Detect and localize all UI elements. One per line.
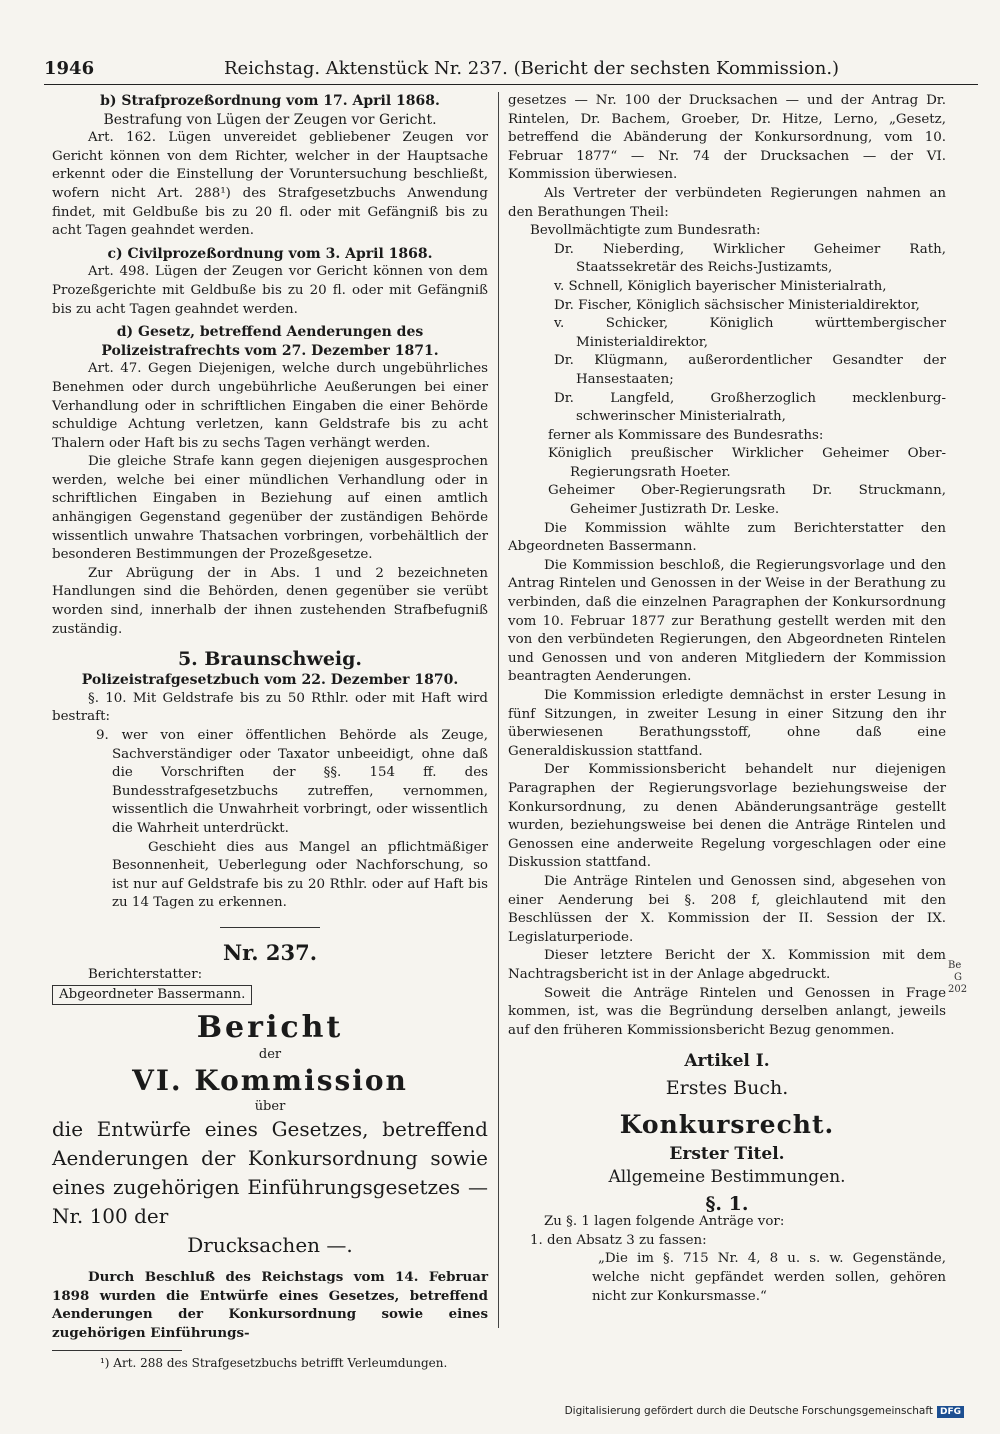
section-5-item: 9. wer von einer öffentlichen Behörde als Zeuge, Sachverständiger oder Taxator unbeeidigt, ohne daß die Vorschriften der §§. 154 ff. des Bundesstrafgesetzbuchs zutreffen, vernommen, wissentlich die Unwahrheit vorbringt, oder wissentlich die Wahrheit unterdrückt. <box>96 728 488 836</box>
digitization-credit <box>565 1405 964 1418</box>
section-5-item-continued: Geschieht dies aus Mangel an pflichtmäßiger Besonnenheit, Ueberlegung oder Nachforschung, so ist nur auf Geldstrafe bis zu 20 Rthlr. oder auf Haft bis zu 14 Tagen zu erkennen. <box>112 839 488 911</box>
document-number: Nr. 237. <box>222 939 318 965</box>
commissioner-2: Geheimer Ober-Regierungsrath Dr. Struckmann, Geheimer Justizrath Dr. Leske. <box>548 483 946 518</box>
section-b-subheading: Bestrafung von Lügen der Zeugen vor Gericht. <box>103 111 437 128</box>
commissioner-1: Königlich preußischer Wirklicher Geheimer Ober-Regierungsrath Hoeter. <box>548 446 946 480</box>
reporter-name: Abgeordneter Bassermann. <box>52 985 252 1006</box>
report-title-der: der <box>258 1047 282 1063</box>
header-rule <box>44 84 978 85</box>
reporter-name-wrap <box>52 985 488 1006</box>
header-title: Reichstag. Aktenstück Nr. 237. (Bericht der sechsten Kommission.) <box>224 58 840 79</box>
right-paragraph-12: Zu §. 1 lagen folgende Anträge vor: <box>544 1214 785 1230</box>
delegate-6: Dr. Langfeld, Großherzoglich mecklenburg-schwerinscher Ministerialrath, <box>554 390 946 425</box>
section-5-subheading: Polizeistrafgesetzbuch vom 22. Dezember 1870. <box>81 672 459 689</box>
section-b-heading: b) Strafprozeßordnung vom 17. April 1868. <box>100 93 440 109</box>
right-paragraph-6: Die Kommission beschloß, die Regierungsvorlage und den Antrag Rintelen und Genossen in der Weise in der Berathung zu verbinden, daß die einzelnen Paragraphen der Konkursordnung vom 10. Februar 1877 zur Berathung gestellt werden mit den von den verbündeten Regierungen, den Abgeordneten Rintelen und Genossen und von anderen Mitgliedern der Kommission beantragten Aenderungen. <box>508 557 946 685</box>
report-title-body: die Entwürfe eines Gesetzes, betreffend Aenderungen der Konkursordnung sowie eines zugehörigen Einführungsgesetzes — Nr. 100 der <box>52 1117 488 1229</box>
right-paragraph-1: gesetzes — Nr. 100 der Drucksachen — und der Antrag Dr. Rintelen, Dr. Bachem, Groeber, Dr. Hitze, Lerno, „Gesetz, betreffend die Abänderung der Konkursordnung, vom 10. Februar 1877“ — Nr. 74 der Drucksachen — der VI. Kommission überwiesen. <box>508 93 946 183</box>
allgemeine-heading: Allgemeine Bestimmungen. <box>608 1167 846 1188</box>
section-5-heading: 5. Braunschweig. <box>177 648 363 671</box>
footnote-rule <box>52 1350 182 1351</box>
right-paragraph-14: „Die im §. 715 Nr. 4, 8 u. s. w. Gegenstände, welche nicht gepfändet werden sollen, gehören nicht zur Konkursmasse.“ <box>592 1251 946 1304</box>
margin-note-1: Be <box>948 960 962 971</box>
section-b-paragraph: Art. 162. Lügen unvereidet gebliebener Zeugen vor Gericht können von dem Richter, welcher in der Hauptsache erkennt oder die Einstellung der Voruntersuchung beschließt, wofern nicht Art. 288¹) des Strafgesetzbuchs Anwendung findet, mit Geldbuße bis zu 20 fl. oder mit Gefängniß bis zu acht Tagen geahndet werden. <box>52 130 488 239</box>
page-number: 1946 <box>44 58 95 79</box>
margin-note-3: 202 <box>948 984 968 995</box>
right-paragraph-11: Soweit die Anträge Rintelen und Genossen in Frage kommen, ist, was die Begründung derselben anlangt, jeweils auf den früheren Kommissionsbericht Bezug genommen. <box>508 985 946 1038</box>
right-column <box>508 92 946 1306</box>
running-header <box>44 58 978 84</box>
delegates-heading: Bevollmächtigte zum Bundesrath: <box>530 223 761 239</box>
intro-paragraph: Durch Beschluß des Reichstags vom 14. Februar 1898 wurden die Entwürfe eines Gesetzes, betreffend Aenderungen der Konkursordnung sowie eines zugehörigen Einführungs- <box>52 1269 488 1341</box>
right-paragraph-2: Als Vertreter der verbündeten Regierungen nahmen an den Berathungen Theil: <box>508 185 946 220</box>
right-paragraph-7: Die Kommission erledigte demnächst in erster Lesung in fünf Sitzungen, in zweiter Lesung in einer Sitzung den ihr überwiesenen Berathungsstoff, ohne daß eine Generaldiskussion stattfand. <box>508 688 946 759</box>
section-5-paragraph: §. 10. Mit Geldstrafe bis zu 50 Rthlr. oder mit Haft wird bestraft: <box>52 690 488 725</box>
section-d-heading: d) Gesetz, betreffend Aenderungen des Polizeistrafrechts vom 27. Dezember 1871. <box>101 324 439 359</box>
commissioners-heading: ferner als Kommissare des Bundesraths: <box>548 427 824 443</box>
credit-text: Digitalisierung gefördert durch die Deutsche Forschungsgemeinschaft <box>564 1405 933 1417</box>
report-title-kommission: VI. Kommission <box>132 1064 408 1098</box>
right-paragraph-8: Der Kommissionsbericht behandelt nur diejenigen Paragraphen der Regierungsvorlage beziehungsweise der Konkursordnung, zu denen Abänderungsanträge gestellt wurden, beziehungsweise bei denen die Anträge Rintelen und Genossen eine anderweite Regelung vorgeschlagen oder eine Diskussion stattfand. <box>508 762 946 871</box>
delegate-2: v. Schnell, Königlich bayerischer Ministerialrath, <box>554 278 887 294</box>
left-column <box>52 92 488 1343</box>
right-paragraph-10: Dieser letztere Bericht der X. Kommission mit dem Nachtragsbericht ist in der Anlage abgedruckt. <box>508 948 946 982</box>
section-d-paragraph-1: Art. 47. Gegen Diejenigen, welche durch ungebührliches Benehmen oder durch ungebührliche Aeußerungen bei einer Verhandlung oder in schriftlichen Eingaben die einer Behörde schuldige Achtung verletzen, kann Geldstrafe bis zu acht Thalern oder Haft bis zu sechs Tagen verhängt werden. <box>52 361 488 451</box>
reporter-label: Berichterstatter: <box>88 966 203 982</box>
report-title-ueber: über <box>254 1099 286 1115</box>
footnote: ¹) Art. 288 des Strafgesetzbuchs betrifft Verleumdungen. <box>100 1356 448 1370</box>
paragraph-1-heading: §. 1. <box>705 1192 749 1215</box>
titel-heading: Erster Titel. <box>669 1144 785 1165</box>
section-c-paragraph: Art. 498. Lügen der Zeugen vor Gericht können von dem Prozeßgerichte mit Geldbuße bis zu 20 fl. oder mit Gefängniß bis zu acht Tagen geahndet werden. <box>52 264 488 317</box>
delegate-4: v. Schicker, Königlich württembergischer Ministerialdirektor, <box>554 316 946 350</box>
section-d-paragraph-2: Die gleiche Strafe kann gegen diejenigen ausgesprochen werden, welche bei einer mündlichen Verhandlung oder in schriftlichen Eingaben in Beziehung auf einen amtlich anhängigen Gegenstand gegenüber der zuständigen Behörde wissentlich unwahre Thatsachen vorbringen, vorbehältlich der besonderen Bestimmungen der Prozeßgesetze. <box>52 454 488 563</box>
konkursrecht-heading: Konkursrecht. <box>619 1110 835 1140</box>
margin-note-2: G <box>954 972 962 983</box>
right-paragraph-5: Die Kommission wählte zum Berichterstatter den Abgeordneten Bassermann. <box>508 520 946 555</box>
delegate-1: Dr. Nieberding, Wirklicher Geheimer Rath, Staatssekretär des Reichs-Justizamts, <box>554 241 946 276</box>
separator-rule <box>220 927 320 928</box>
right-paragraph-13: 1. den Absatz 3 zu fassen: <box>530 1232 707 1248</box>
column-divider <box>498 92 499 1328</box>
delegate-5: Dr. Klügmann, außerordentlicher Gesandter der Hansestaaten; <box>554 353 946 387</box>
section-d-paragraph-3: Zur Abrügung der in Abs. 1 und 2 bezeichneten Handlungen sind die Behörden, denen gegenüber sie verübt worden sind, innerhalb der ihnen zustehenden Strafbefugniß zuständig. <box>52 565 488 637</box>
right-paragraph-9: Die Anträge Rintelen und Genossen sind, abgesehen von einer Aenderung bei §. 208 f, gleichlautend mit den Beschlüssen der X. Kommission der II. Session der IX. Legislaturperiode. <box>508 873 946 945</box>
dfg-logo: DFG <box>937 1406 964 1418</box>
report-title-bericht: Bericht <box>196 1010 344 1046</box>
delegate-3: Dr. Fischer, Königlich sächsischer Ministerialdirektor, <box>554 297 920 313</box>
buch-heading: Erstes Buch. <box>665 1076 789 1099</box>
section-c-heading: c) Civilprozeßordnung vom 3. April 1868. <box>107 245 433 262</box>
artikel-heading: Artikel I. <box>684 1051 770 1072</box>
report-title-body-end: Drucksachen —. <box>187 1233 353 1258</box>
